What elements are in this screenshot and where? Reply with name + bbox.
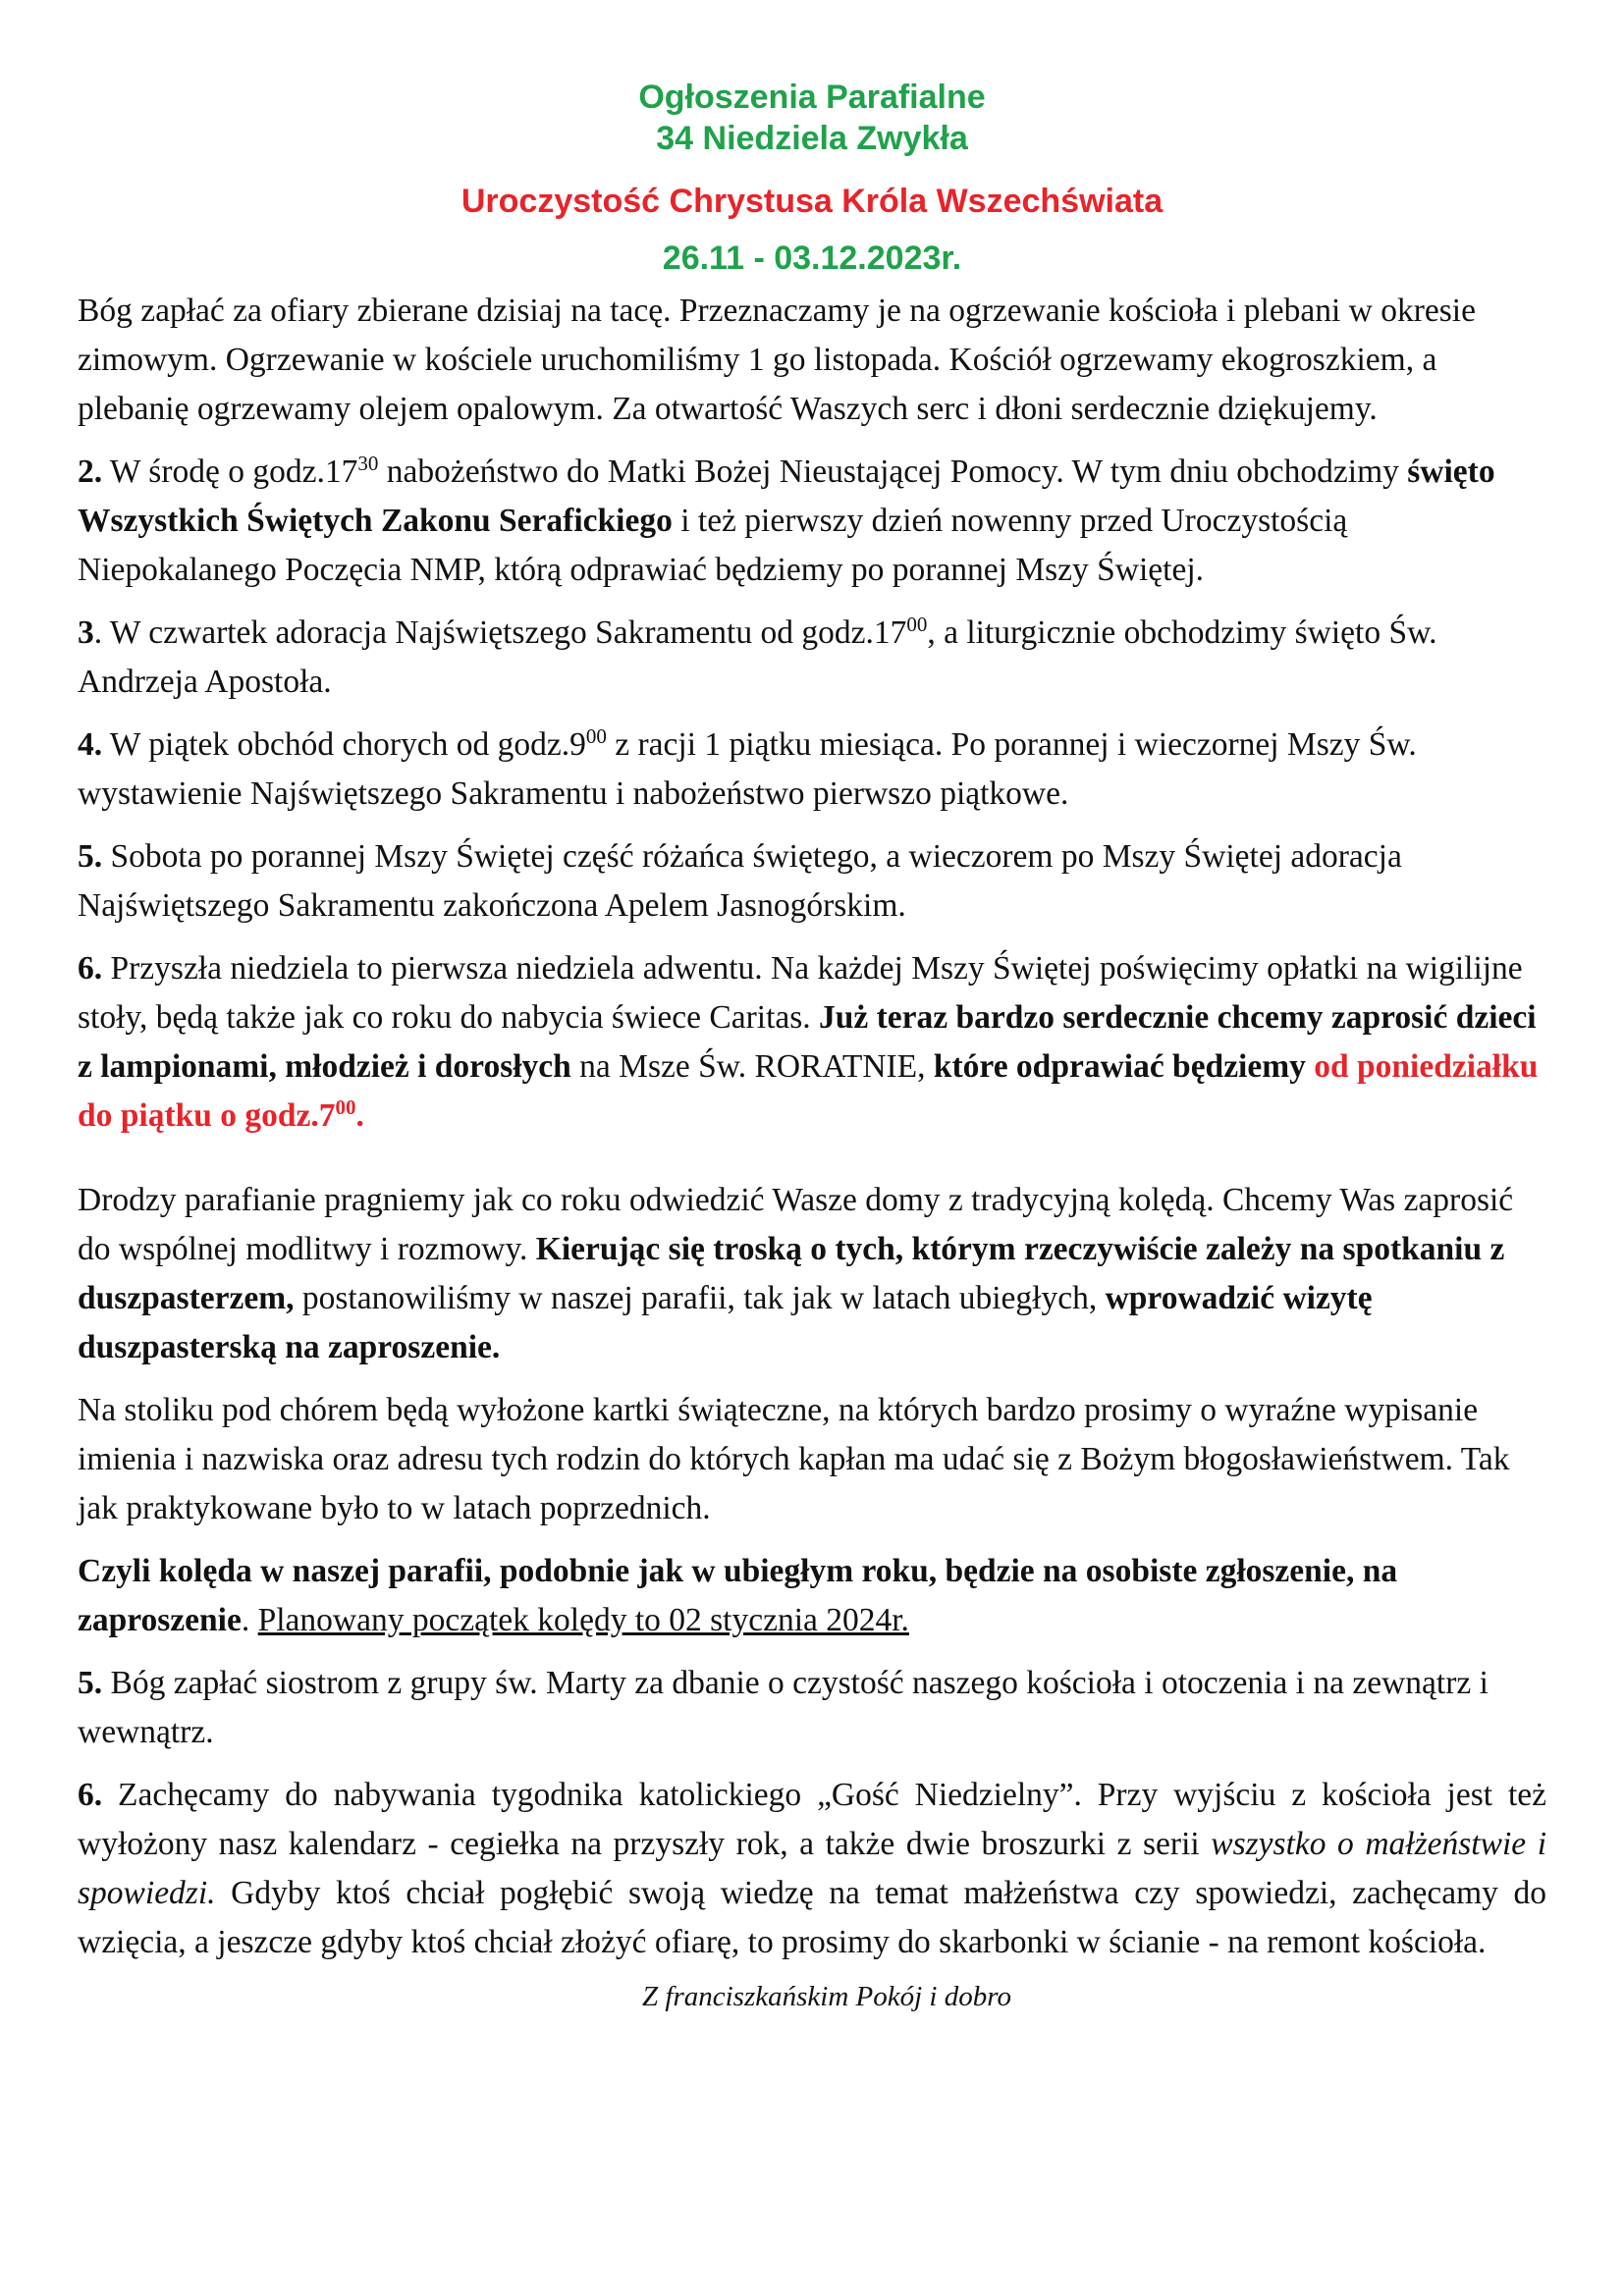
announcements-page <box>78 77 1546 2016</box>
item-number: 2. <box>78 454 103 490</box>
announcement-3: 3. W czwartek adoracja Najświętszego Sakramentu od $godz.17^{00}$, a liturgicznie obchodzimy święto Św. Andrzeja Apostoła. <box>78 612 1437 700</box>
item-number: 4. <box>78 726 103 763</box>
announcement-offerings: Bóg zapłać za ofiary zbierane dzisiaj na tacę. Przeznaczamy je na ogrzewanie kościoła i plebani w okresie zimowym. Ogrzewanie w kościele uruchomiliśmy 1 go listopada. Kościół ogrzewamy ekogroszkiem, a plebanię ogrzewamy olejem opalowym. Za otwartość Waszych serc i dłoni serdecznie dziękujemy. <box>78 293 1476 427</box>
page-title: Ogłoszenia Parafialne <box>638 79 986 116</box>
announcement-gosc-niedzielny: 6. Zachęcamy do nabywania tygodnika katolickiego „Gość Niedzielny”. Przy wyjściu z kościoła jest też wyłożony nasz kalendarz - cegiełka na przyszły rok, a także dwie broszurki z serii wszystko o małżeństwie i spowiedzi. Gdyby ktoś chciał pogłębić swoją wiedzę na temat małżeństwa czy spowiedzi, zachęcamy do wzięcia, a jeszcze gdyby ktoś chciał złożyć ofiarę, to prosimy do skarbonki w ścianie - na remont kościoła. <box>78 1777 1547 1960</box>
announcement-2: 2. W środę o $godz.17^{30}$ nabożeństwo do Matki Bożej Nieustającej Pomocy. W tym dniu obchodzimy święto Wszystkich Świętych Zakonu Serafickiego i też pierwszy dzień nowenny przed Uroczystością Niepokalanego Poczęcia NMP, którą odprawiać będziemy po porannej Mszy Świętej. <box>78 451 1495 588</box>
announcement-cards: Na stoliku pod chórem będą wyłożone kartki świąteczne, na których bardzo prosimy o wyraźne wypisanie imienia i nazwiska oraz adresu tych rodzin do których kapłan ma udać się z Bożym błogosławieństwem. Tak jak praktykowane było to w latach poprzednich. <box>78 1392 1510 1526</box>
date-range: 26.11 - 03.12.2023r. <box>662 240 962 277</box>
announcement-4: 4. W piątek obchód chorych od $godz.9^{00}$ z racji 1 piątku miesiąca. Po porannej i wieczornej Mszy Św. wystawienie Najświętszego Sakramentu i nabożeństwo pierwszo piątkowe. <box>78 723 1417 812</box>
koleda-start-date: Planowany początek kolędy to 02 stycznia 2024r. <box>257 1602 909 1638</box>
announcement-5: 5. Sobota po porannej Mszy Świętej część różańca świętego, a wieczorem po Mszy Świętej adoracja Najświętszego Sakramentu zakończona Apelem Jasnogórskim. <box>78 838 1402 924</box>
item-number: 6. <box>78 1777 103 1813</box>
feast-title: Uroczystość Chrystusa Króla Wszechświata <box>460 183 1164 220</box>
item-number: 6. <box>78 950 103 987</box>
roraty-time: od poniedziałku do piątku o $godz.7^{00}$. <box>78 1048 1539 1134</box>
item-number: 5. <box>78 1665 103 1701</box>
announcement-6: 6. Przyszła niedziela to pierwsza niedziela adwentu. Na każdej Mszy Świętej poświęcimy opłatki na wigilijne stoły, będą także jak co roku do nabycia świece Caritas. Już teraz bardzo serdecznie chcemy zaprosić dzieci z lampionami, młodzież i dorosłych na Msze Św. RORATNIE, które odprawiać będziemy od poniedziałku do piątku o $godz.7^{00}$. <box>78 950 1539 1134</box>
signature: Z franciszkańskim Pokój i dobro <box>642 1981 1011 2012</box>
announcement-koleda: Drodzy parafianie pragniemy jak co roku odwiedzić Wasze domy z tradycyjną kolędą. Chcemy Was zaprosić do wspólnej modlitwy i rozmowy. Kierując się troską o tych, którym rzeczywiście zależy na spotkaniu z duszpasterzem, postanowiliśmy w naszej parafii, tak jak w latach ubiegłych, wprowadzić wizytę duszpasterską na zaproszenie. <box>78 1182 1514 1365</box>
announcement-thanks-marta: 5. Bóg zapłać siostrom z grupy św. Marty za dbanie o czystość naszego kościoła i otoczenia i na zewnątrz i wewnątrz. <box>78 1665 1489 1750</box>
item-number: 3 <box>78 614 94 651</box>
announcement-koleda-summary: Czyli kolęda w naszej parafii, podobnie jak w ubiegłym roku, będzie na osobiste zgłoszenie, na zaproszenie. Planowany początek kolędy to 02 stycznia 2024r. <box>78 1553 1398 1638</box>
sunday-subtitle: 34 Niedziela Zwykła <box>656 120 968 157</box>
item-number: 5. <box>78 838 103 875</box>
